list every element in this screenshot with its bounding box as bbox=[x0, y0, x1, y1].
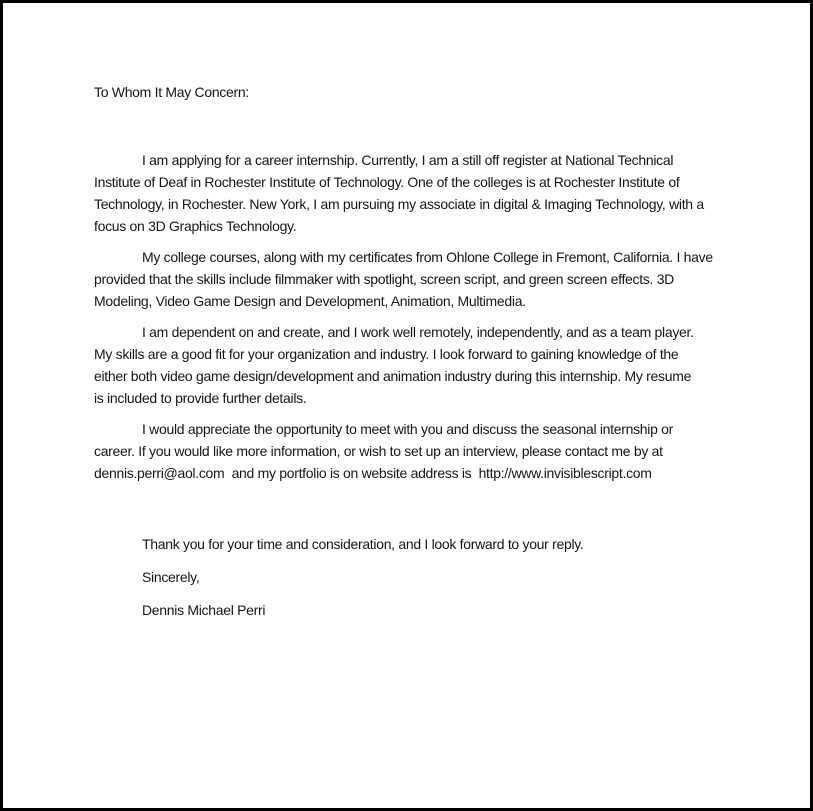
paragraph-line: provided that the skills include filmmaker with spotlight, screen script, and green screen effects. 3D bbox=[94, 271, 674, 287]
signature-name: Dennis Michael Perri bbox=[142, 602, 266, 618]
paragraph-line: My college courses, along with my certificates from Ohlone College in Fremont, California. I have bbox=[142, 249, 713, 265]
paragraph-line: either both video game design/development and animation industry during this internship. My resume bbox=[94, 368, 692, 384]
paragraph-line: I would appreciate the opportunity to meet with you and discuss the seasonal internship or bbox=[142, 421, 673, 437]
paragraph-line: Institute of Deaf in Rochester Institute of Technology. One of the colleges is at Rochester Institute of bbox=[94, 174, 680, 190]
paragraph-line: Modeling, Video Game Design and Development, Animation, Multimedia. bbox=[94, 293, 526, 309]
closing-valediction: Sincerely, bbox=[142, 569, 200, 585]
paragraph-line: My skills are a good fit for your organization and industry. I look forward to gaining knowledge of the bbox=[94, 346, 679, 362]
paragraph-line: I am applying for a career internship. Currently, I am a still off register at National Technical bbox=[142, 152, 674, 168]
body-paragraph bbox=[94, 321, 784, 409]
letter-body bbox=[94, 149, 784, 484]
paragraph-line: dennis.perri@aol.com and my portfolio is on website address is http://www.invisiblescript.com bbox=[94, 465, 652, 481]
body-paragraph bbox=[94, 149, 784, 237]
letter-content bbox=[94, 81, 784, 621]
paragraph-line: I am dependent on and create, and I work well remotely, independently, and as a team player. bbox=[142, 324, 694, 340]
paragraph-line: focus on 3D Graphics Technology. bbox=[94, 218, 297, 234]
paragraph-line: is included to provide further details. bbox=[94, 390, 307, 406]
salutation: To Whom It May Concern: bbox=[94, 84, 249, 100]
paragraph-line: Technology, in Rochester. New York, I am pursuing my associate in digital & Imaging Technology, with a bbox=[94, 196, 704, 212]
closing-thanks: Thank you for your time and consideration, and I look forward to your reply. bbox=[142, 536, 584, 552]
body-paragraph bbox=[94, 246, 784, 312]
body-paragraph bbox=[94, 418, 784, 484]
paragraph-line: career. If you would like more information, or wish to set up an interview, please contact me by at bbox=[94, 443, 663, 459]
